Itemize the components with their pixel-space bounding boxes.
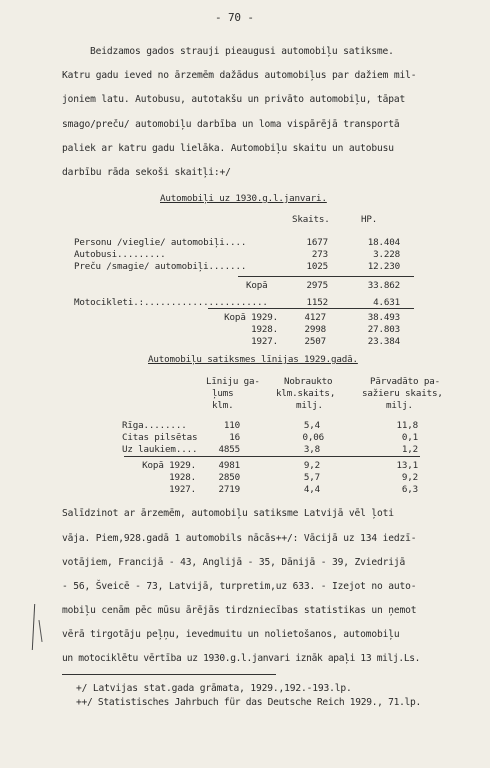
col-header-length-1: Līniju ga- [206,376,260,387]
row-pass: 11,8 [396,420,418,431]
intro-line-6: darbību rāda sekoši skaitļi:+/ [62,167,231,178]
conclusion-line-6: vērā tirgotāju peļņu, ievedmuitu un nolietošanos, automobiļu [62,629,400,640]
conclusion-line-3: votājiem, Francijā - 43, Anglijā - 35, Dānijā - 39, Zviedrijā [62,557,406,568]
row-length: 110 [223,420,240,431]
row-km: 3,8 [303,444,320,455]
conclusion-line-7: un motociklētu vērtība uz 1930.g.l.janvari iznāk apaļi 13 milj.Ls. [62,653,421,664]
year-km: 4,4 [303,484,320,495]
year-label: 1927. [169,484,196,495]
row-hp: 18.404 [367,237,400,248]
conclusion-line-4: - 56, Šveicē - 73, Latvijā, turpretim,uz 633. - Izejot no auto- [62,581,417,592]
row-hp: 3.228 [373,249,400,260]
margin-pencil-mark [38,620,42,642]
year-label: Kopā 1929. [224,312,278,323]
total-hp: 33.862 [367,280,400,291]
cars-table-title: Automobiļi uz 1930.g.l.janvari. [160,193,327,204]
year-label: Kopā 1929. [142,460,196,471]
total-count: 2975 [306,280,328,291]
page-number: - 70 - [215,11,254,24]
year-hp: 38.493 [367,312,400,323]
row-km: 5,4 [303,420,320,431]
intro-line-5: paliek ar katru gadu lielāka. Automobiļu skaitu un autobusu [62,143,394,154]
row-label: Rīga........ [122,420,187,431]
year-label: 1928. [251,324,278,335]
year-hp: 27.803 [367,324,400,335]
year-label: 1928. [169,472,196,483]
row-length: 4855 [218,444,240,455]
row-length: 16 [229,432,240,443]
row-label: Personu /vieglie/ automobiļi.... [74,237,247,248]
col-header-length-3: klm. [212,400,234,411]
footnote-1: +/ Latvijas stat.gada grāmata, 1929.,192.-193.lp. [76,683,352,694]
years-rule [208,308,414,309]
row-label: Preču /smagie/ automobiļi....... [74,261,247,272]
row-label: Uz laukiem.... [122,444,198,455]
year-count: 2507 [304,336,326,347]
year-count: 2998 [304,324,326,335]
year-km: 5,7 [303,472,320,483]
row-hp: 12.230 [367,261,400,272]
col-header-km-1: Nobraukto [284,376,333,387]
lines-table-title: Automobiļu satiksmes līnijas 1929.gadā. [148,354,358,365]
col-header-count: Skaits. [292,214,330,225]
col-header-km-2: klm.skaits, [276,388,336,399]
years-rule [124,456,420,457]
col-header-km-3: milj. [296,400,323,411]
conclusion-line-2: vāja. Piem,928.gadā 1 automobils nācās++/: Vācijā uz 134 iedzī- [62,533,417,544]
total-label: Kopā [246,280,268,291]
col-header-pass-2: sažieru skaits, [362,388,443,399]
conclusion-line-5: mobiļu cenām pēc mūsu ārējās tirdzniecības statistikas un ņemot [62,605,417,616]
row-km: 0,06 [302,432,324,443]
year-pass: 9,2 [401,472,418,483]
row-label: Autobusi......... [74,249,166,260]
col-header-pass-3: milj. [386,400,413,411]
year-label: 1927. [251,336,278,347]
col-header-length-2: ļums [212,388,234,399]
intro-line-4: smago/preču/ automobiļu darbība un loma vispārējā transportā [62,119,400,130]
footnote-2: ++/ Statistisches Jahrbuch für das Deutsche Reich 1929., 71.lp. [76,697,421,708]
intro-line-2: Katru gadu ieved no ārzemēm dažādus automobiļus par dažiem mil- [62,70,417,81]
year-count: 4127 [304,312,326,323]
col-header-pass-1: Pārvadāto pa- [370,376,440,387]
year-pass: 6,3 [401,484,418,495]
footnote-rule [62,674,276,675]
col-header-hp: HP. [361,214,378,225]
year-length: 2850 [218,472,240,483]
row-count: 1677 [306,237,328,248]
total-rule [238,276,414,277]
row-pass: 0,1 [401,432,418,443]
row-pass: 1,2 [401,444,418,455]
year-km: 9,2 [303,460,320,471]
row-count: 1025 [306,261,328,272]
moto-label: Motocikleti.:....................... [74,297,268,308]
row-count: 273 [311,249,328,260]
intro-line-3: joniem latu. Autobusu, autotakšu un privāto automobiļu, tāpat [62,94,406,105]
moto-count: 1152 [306,297,328,308]
intro-line-1: Beidzamos gados strauji pieaugusi automobiļu satiksme. [90,46,394,57]
conclusion-line-1: Salīdzinot ar ārzemēm, automobiļu satiksme Latvijā vēl ļoti [62,508,394,519]
margin-pencil-mark [32,604,35,650]
row-label: Citas pilsētas [122,432,198,443]
year-pass: 13,1 [396,460,418,471]
year-hp: 23.384 [367,336,400,347]
moto-hp: 4.631 [373,297,400,308]
year-length: 4981 [218,460,240,471]
year-length: 2719 [218,484,240,495]
